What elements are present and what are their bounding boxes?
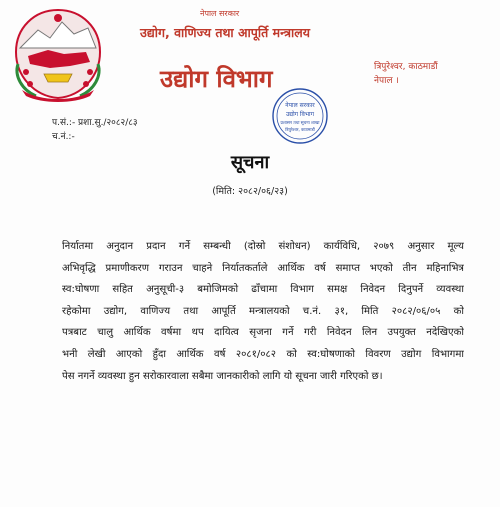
office-address <box>374 60 494 88</box>
body-line: निर्यातमा अनुदान प्रदान गर्ने सम्बन्धी (दोस्रो संशोधन) कार्यविधि, २०७९ अनुसार मूल्य <box>62 241 464 252</box>
department-name: उद्योग विभाग <box>160 65 273 93</box>
reference-block <box>52 116 138 144</box>
official-stamp <box>270 86 330 146</box>
stamp-line-1: नेपाल सरकार <box>285 102 315 109</box>
body-line: भनी लेखी आएको हुँदा आर्थिक वर्ष २०८१/०८२ को स्व:घोषणाको विवरण उद्योग विभागमा <box>62 348 464 360</box>
notice-body <box>62 236 464 387</box>
body-line: रहेकोमा उद्योग, वाणिज्य तथा आपूर्ति मन्त्रालयको च.नं. ३१, मिति २०८२/०६/०५ को <box>62 305 464 317</box>
body-line: पत्रबाट चालु आर्थिक वर्षमा थप दायित्व सृजना गर्ने गरी निवेदन लिन उपयुक्त नदेखिएको <box>62 327 464 339</box>
body-line: स्व:घोषणा सहित अनुसूची-३ बमोजिमको ढाँचामा विभाग समक्ष निवेदन दिनुपर्ने व्यवस्था <box>62 284 464 296</box>
stamp-line-4: त्रिपुरेश्वर, काठमाडौं <box>285 127 315 132</box>
stamp-line-3: प्रशासन तथा सूचना शाखा <box>280 120 320 125</box>
dispatch-number: च.नं.:- <box>52 132 75 142</box>
body-line: अभिवृद्धि प्रमाणीकरण गराउन चाहने निर्यातकर्ताले आर्थिक वर्ष समाप्त भएको तीन महिनाभित्र <box>62 262 464 274</box>
stamp-line-2: उद्योग विभाग <box>286 111 314 118</box>
address-line-2: नेपाल । <box>374 76 399 86</box>
notice-date: (मिति: २०८२/०६/२३) <box>212 186 288 197</box>
letter-number: प.सं.:- प्रशा.सु./२०८२/८३ <box>52 118 138 128</box>
nepal-emblem-icon <box>4 4 112 104</box>
government-name: नेपाल सरकार <box>200 9 240 18</box>
address-line-1: त्रिपुरेश्वर, काठमाडौं <box>374 62 438 72</box>
ministry-name: उद्योग, वाणिज्य तथा आपूर्ति मन्त्रालय <box>140 25 311 40</box>
notice-title: सूचना <box>230 152 270 173</box>
body-line: पेस नगर्ने व्यवस्था हुन सरोकारवाला सबैमा जानकारीको लागि यो सूचना जारी गरिएको छ। <box>62 370 383 382</box>
